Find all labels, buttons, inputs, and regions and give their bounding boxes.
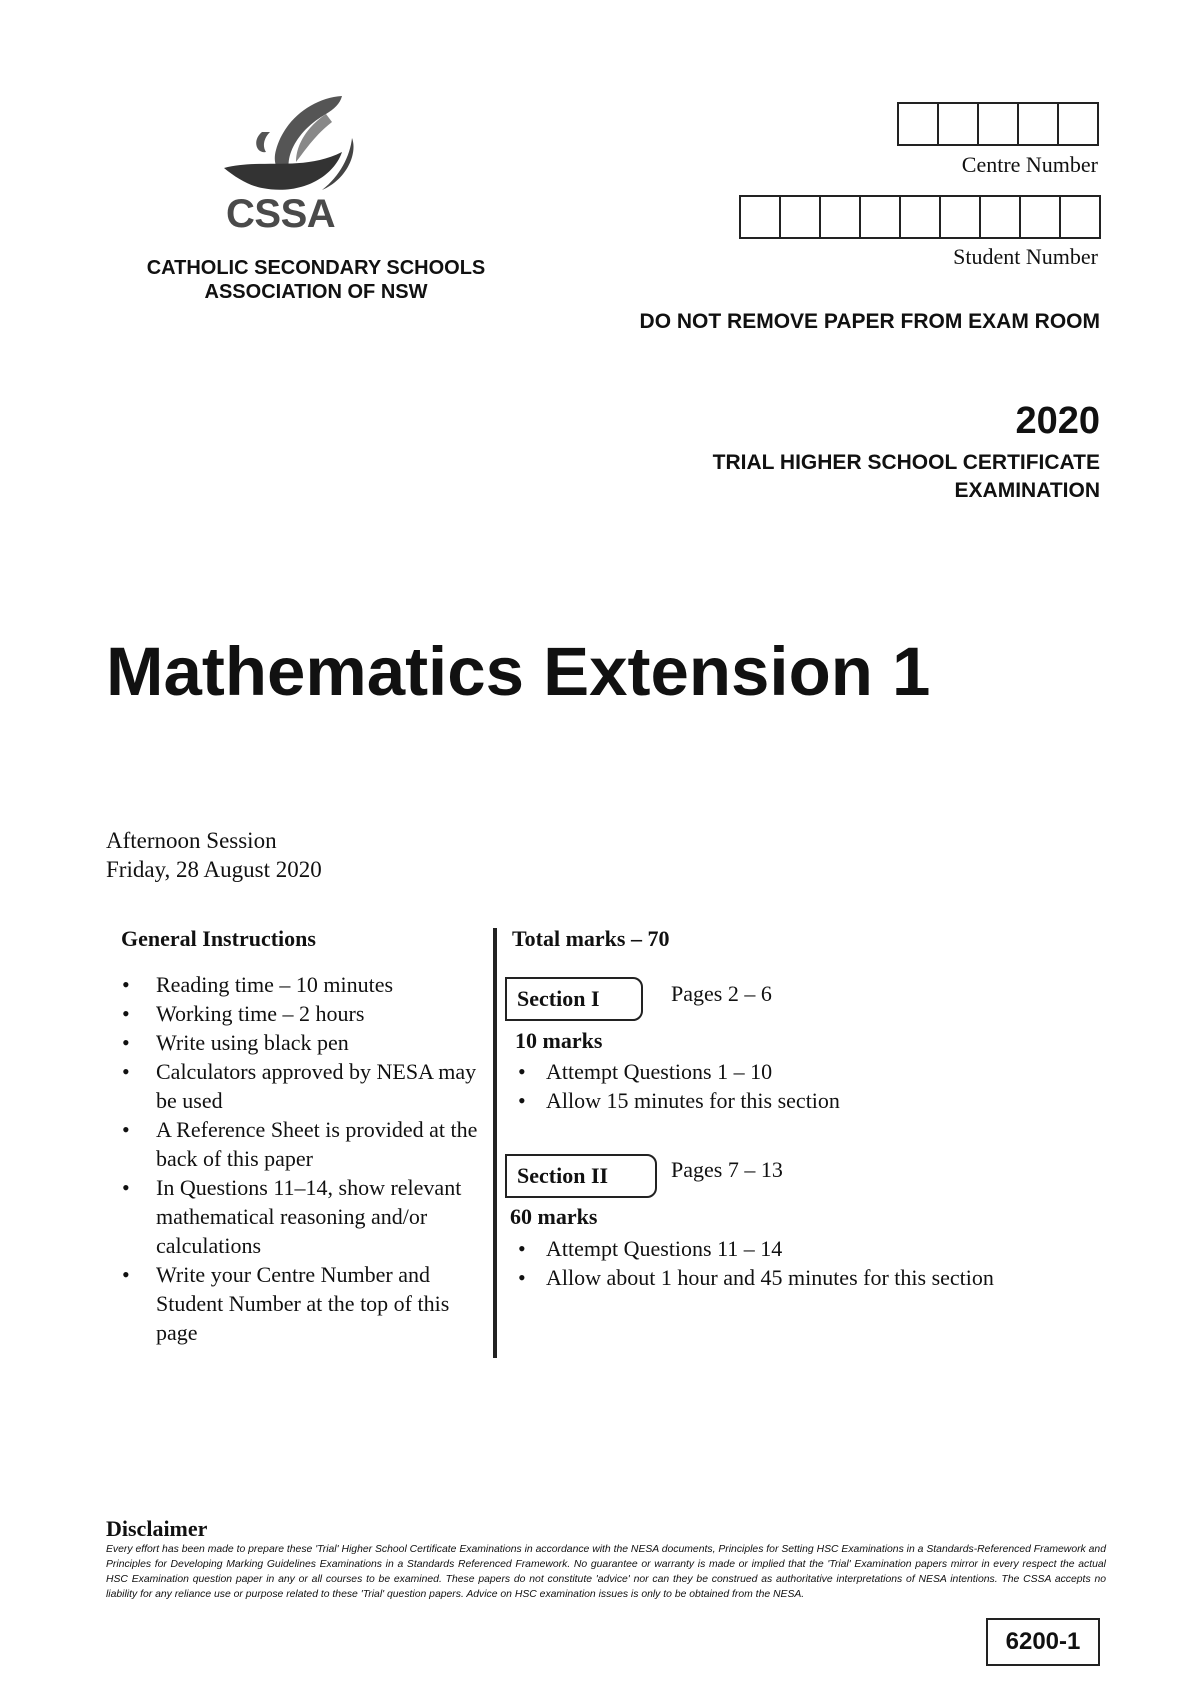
- cssa-logo-text: CSSA: [226, 192, 336, 236]
- section-1-instructions: [512, 1057, 840, 1115]
- association-line-2: ASSOCIATION OF NSW: [204, 281, 428, 303]
- section-1-item: • Allow 15 minutes for this section: [512, 1086, 840, 1115]
- association-name: [60, 256, 572, 304]
- total-marks: Total marks – 70: [512, 926, 670, 951]
- centre-number-cell[interactable]: [979, 104, 1019, 144]
- do-not-remove-notice: DO NOT REMOVE PAPER FROM EXAM ROOM: [639, 310, 1100, 333]
- exam-year: 2020: [1015, 400, 1100, 442]
- instruction-item: • Calculators approved by NESA may be used: [118, 1057, 488, 1115]
- instruction-item: • Working time – 2 hours: [118, 999, 488, 1028]
- student-number-cell[interactable]: [981, 197, 1021, 237]
- student-number-cell[interactable]: [741, 197, 781, 237]
- instruction-item: • A Reference Sheet is provided at the back of this paper: [118, 1115, 488, 1173]
- student-number-label: Student Number: [953, 244, 1098, 269]
- section-2-instructions: [512, 1234, 994, 1292]
- section-1-marks: 10 marks: [515, 1028, 603, 1053]
- student-number-cell[interactable]: [1021, 197, 1061, 237]
- disclaimer-heading: Disclaimer: [106, 1516, 208, 1541]
- instruction-item: • Reading time – 10 minutes: [118, 970, 488, 999]
- section-2-label: Section II: [505, 1154, 657, 1198]
- student-number-cell[interactable]: [781, 197, 821, 237]
- disclaimer-text: Every effort has been made to prepare these 'Trial' Higher School Certificate Examinations in accordance with the NESA documents, Principles for Setting HSC Examinations in a Standards-Referenced Framework and Principles for Developing Marking Guidelines Examinations in a Standards Referenced Framework. No guarantee or warranty is made or implied that the 'Trial' Examination papers mirror in every respect the actual HSC Examination question paper in any or all courses to be examined. These papers do not constitute 'advice' nor can they be construed as authoritative interpretations of NESA intentions. The CSSA accepts no liability for any reliance use or purpose related to these 'Trial' question papers. Advice on HSC examination issues is only to be obtained from the NESA.: [106, 1544, 1106, 1600]
- section-1-item: • Attempt Questions 1 – 10: [512, 1057, 840, 1086]
- centre-number-boxes[interactable]: [897, 102, 1099, 146]
- session-date: Friday, 28 August 2020: [106, 857, 322, 882]
- paper-code: 6200-1: [986, 1618, 1100, 1666]
- section-2-marks: 60 marks: [510, 1204, 598, 1229]
- subject-title: Mathematics Extension 1: [106, 633, 931, 710]
- exam-title-line-2: EXAMINATION: [954, 479, 1100, 502]
- centre-number-cell[interactable]: [899, 104, 939, 144]
- session-info: [106, 826, 322, 884]
- section-2-item: • Allow about 1 hour and 45 minutes for this section: [512, 1263, 994, 1292]
- association-line-1: CATHOLIC SECONDARY SCHOOLS: [146, 257, 486, 279]
- centre-number-cell[interactable]: [1019, 104, 1059, 144]
- section-2-pages: Pages 7 – 13: [671, 1157, 783, 1182]
- section-1-label: Section I: [505, 977, 643, 1021]
- exam-title: [560, 449, 1100, 505]
- student-number-cell[interactable]: [821, 197, 861, 237]
- student-number-boxes[interactable]: [739, 195, 1101, 239]
- section-1-pages: Pages 2 – 6: [671, 981, 772, 1006]
- student-number-cell[interactable]: [941, 197, 981, 237]
- session-name: Afternoon Session: [106, 828, 277, 853]
- centre-number-cell[interactable]: [939, 104, 979, 144]
- section-2-item: • Attempt Questions 11 – 14: [512, 1234, 994, 1263]
- centre-number-label: Centre Number: [961, 152, 1098, 177]
- student-number-cell[interactable]: [901, 197, 941, 237]
- general-instructions-list: [118, 970, 488, 1347]
- cssa-logo-icon: [222, 92, 374, 202]
- exam-title-line-1: TRIAL HIGHER SCHOOL CERTIFICATE: [712, 451, 1100, 474]
- student-number-cell[interactable]: [1061, 197, 1099, 237]
- instruction-item: • Write using black pen: [118, 1028, 488, 1057]
- instruction-item: • In Questions 11–14, show relevant mathematical reasoning and/or calculations: [118, 1173, 488, 1260]
- instruction-item: • Write your Centre Number and Student Number at the top of this page: [118, 1260, 488, 1347]
- centre-number-cell[interactable]: [1059, 104, 1097, 144]
- column-divider: [493, 928, 497, 1358]
- student-number-cell[interactable]: [861, 197, 901, 237]
- general-instructions-heading: General Instructions: [121, 926, 316, 951]
